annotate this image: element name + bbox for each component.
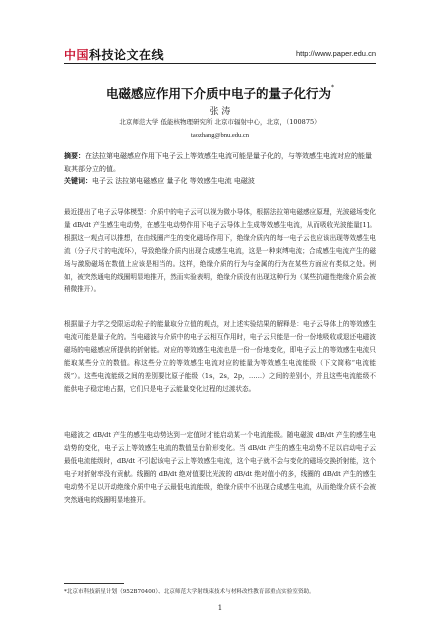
body-paragraph-3: 电磁波之 dB/dt 产生的感生电动势达到一定值时才能启动某一个电流能级。随电磁波 dB/dt 产生的感生电动势的变化，电子云上等效感生电流的数值呈台阶形变化。当 dB/dt 产生的感生电动势不足以启动电子云最低电流能级时，dB/dt 不引起该电子云上等效感生电流，这个电子就不会与变化的磁场交换折射能，这个电子对折射率没有贡献。线圈的 dB/dt 绝对值要比光波的 dB/dt 绝对值小的多，线圈的 dB/dt 产生的感生电动势不足以开动绝缘介质中电子云最低电流能级，绝缘介质中不出现合成感生电流，从而绝缘介质不会被突然通电的线圈明显地推开。 — [64, 431, 376, 504]
paper-affiliation: 北京师范大学 低能核物理研究所 北京市辐射中心，北京，（100875） — [119, 118, 321, 126]
site-url-link[interactable]: http://www.paper.edu.cn — [295, 49, 376, 58]
body-paragraph-1: 最近提出了电子云导体模型：介质中的电子云可以视为微小导体，根据法拉第电磁感应原理，光波磁场变化量 dB/dt 产生感生电动势，在感生电动势作用下电子云导体上生成等效感生电流，从而吸收光波能量[1]。根据这一观点可以推想，在由线圈产生的变化磁场作用下，绝缘介质内的每一电子云也应该出现等效感生电流（分子尺寸的电流环），导致绝缘介质内出现合成感生电流，这是一种束缚电流；合成感生电流产生的磁场与激励磁场在数值上应该是相当的。这样，绝缘介质的行为与金属的行为在某些方面应有类似之处。例如，被突然通电的线圈明显地推开，然而实验表明，绝缘介质没有出现这种行为（某些抗磁性绝缘介质会被稍微推开）。 — [64, 208, 376, 294]
keywords — [64, 175, 376, 188]
abstract-text: 在法拉第电磁感应作用下电子云上等效感生电流可能是量子化的，与等效感生电流对应的能量取其部分立的值。 — [64, 152, 372, 173]
footnote-text: 北京市科技新星计划（952B70400）、北京师范大学射线束技术与材料改性教育部重点实验室资助。 — [66, 589, 315, 595]
logo-red-text: 中国 — [64, 48, 90, 62]
body-paragraph-2: 根据量子力学之受限运动粒子的能量取分立值的观点，对上述实验结果的解释是：电子云导体上的等效感生电流可能是量子化的。当电磁波与介质中的电子云相互作用时，电子云只能是一份一份地吸收或退还电磁波磁场的电磁感应所提供的折射能。对应的等效感生电流也是一份一份地变化，即电子云上的等效感生电流只能取某些分立的数值。称这些分立的等效感生电流对应的能量为等效感生电流能级（下文简称“电流能级”）。这些电流能级之间的差别要比原子能级（1s，2s，2p，……）之间的差别小，并且这些电流能级不能供电子稳定地占据，它们只是电子云能量变化过程的过渡状态。 — [64, 320, 376, 393]
logo-black-text: 科技论文在线 — [89, 48, 165, 62]
page-header — [64, 46, 376, 64]
journal-logo — [64, 46, 164, 63]
title-footnote-mark: * — [331, 84, 334, 91]
keywords-text: 电子云 法拉第电磁感应 量子化 等效感生电流 电磁波 — [92, 177, 255, 185]
abstract-label: 摘要： — [64, 151, 85, 160]
footnote — [64, 587, 315, 595]
paper-title — [0, 84, 440, 102]
footnote-rule — [64, 583, 124, 584]
page-number: 1 — [217, 604, 223, 612]
paper-title-text: 电磁感应作用下介质中电子的量子化行为 — [105, 86, 331, 101]
keywords-label: 关键词： — [64, 176, 92, 185]
header-rule — [64, 63, 376, 64]
footnote-mark: * — [64, 589, 67, 595]
paper-author: 张 涛 — [209, 107, 231, 117]
author-email: taozhang@bnu.edu.cn — [191, 132, 249, 139]
abstract — [64, 150, 376, 175]
